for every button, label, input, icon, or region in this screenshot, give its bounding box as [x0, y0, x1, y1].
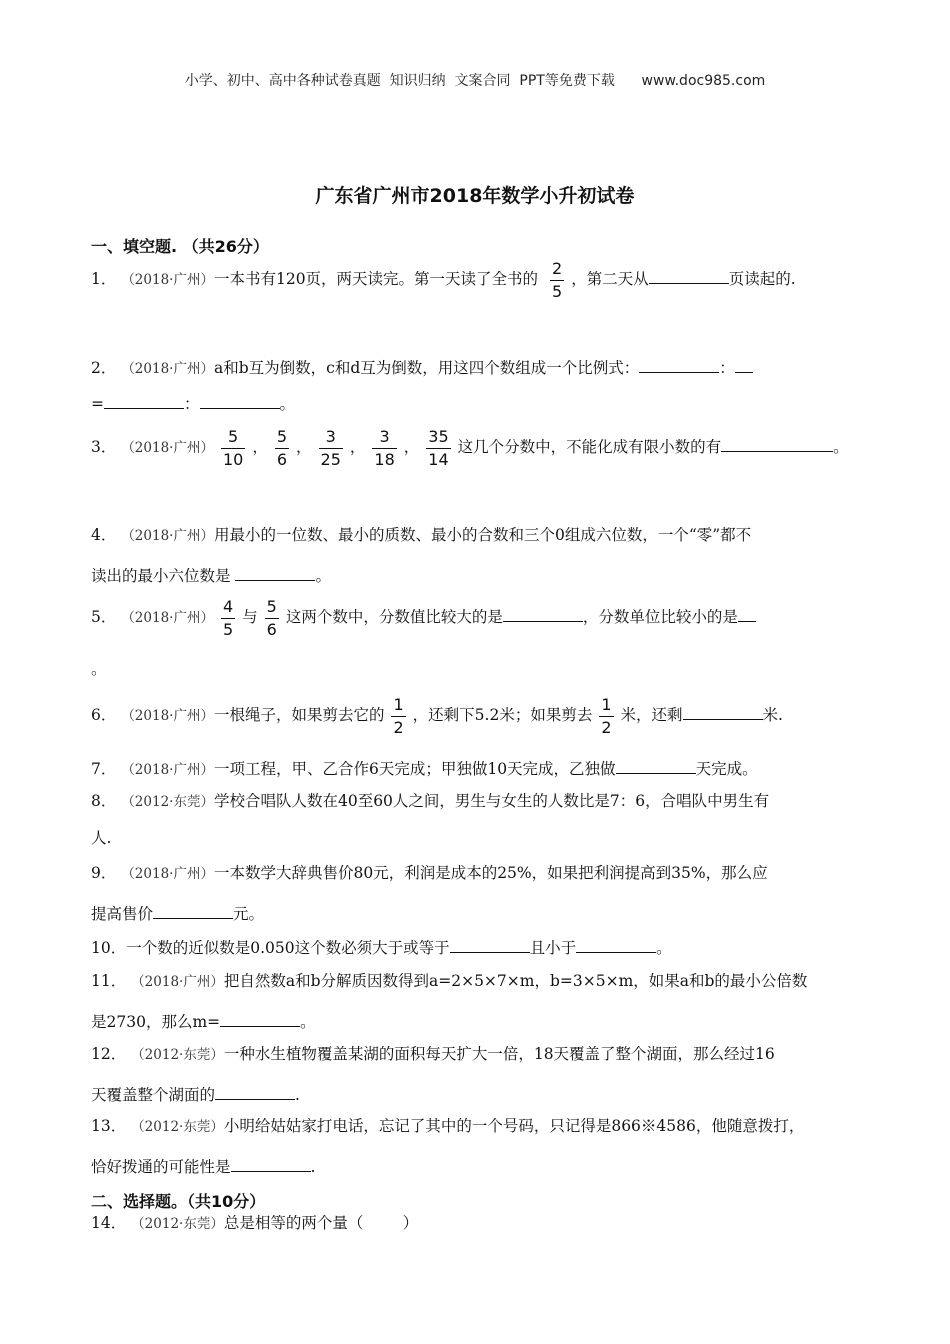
question-8-cont: 人.	[91, 829, 112, 847]
answer-blank[interactable]	[576, 938, 656, 953]
question-number: 6．	[91, 706, 117, 725]
fraction: $\frac{5}{6}$	[266, 597, 277, 639]
section-heading-choice: 二、选择题。（共10分）	[91, 1192, 266, 1211]
fraction: $\frac{5}{10}$	[222, 427, 244, 469]
question-text: 学校合唱队人数在40至60人之间，男生与女生的人数比是7：6，合唱队中男生有	[213, 792, 770, 810]
question-text: 用最小的一位数、最小的质数、最小的合数和三个0组成六位数，一个“零”都不	[213, 526, 752, 544]
answer-blank[interactable]	[616, 759, 696, 774]
question-13-cont: 恰好拨通的可能性是 .	[91, 1158, 316, 1176]
section-heading-fill-in: 一、填空题. （共26分）	[91, 237, 269, 256]
answer-blank[interactable]	[683, 705, 763, 720]
fraction: $\frac{35}{14}$	[428, 427, 449, 469]
fraction: $\frac{3}{18}$	[374, 427, 395, 469]
answer-blank[interactable]	[721, 437, 833, 452]
answer-blank[interactable]	[200, 394, 280, 409]
fraction: $\frac{2}{5}$	[552, 259, 563, 301]
page-header: 小学、初中、高中各种试卷真题 知识归纳 文案合同 PPT等免费下载 www.doc985.com	[184, 73, 766, 89]
question-source: （2018·广州）	[121, 528, 214, 544]
question-source: （2018·广州）	[121, 762, 214, 778]
question-number: 1．	[91, 270, 117, 289]
question-text: 一个数的近似数是0.050这个数必须大于或等于	[126, 939, 450, 957]
question-text: a和b互为倒数，c和d互为倒数，用这四个数组成一个比例式：	[213, 359, 640, 377]
question-number: 8．	[91, 792, 117, 810]
question-number: 7．	[91, 760, 117, 778]
question-number: 2．	[91, 359, 117, 377]
question-number: 4．	[91, 526, 117, 544]
question-number: 10．	[91, 939, 127, 957]
fraction: $\frac{1}{2}$	[393, 695, 404, 737]
question-source: （2018·广州）	[131, 974, 224, 990]
question-8	[91, 794, 769, 810]
question-source: （2012·东莞）	[131, 1047, 224, 1063]
question-source: （2018·广州）	[121, 708, 214, 725]
question-5-cont: 。	[91, 660, 107, 678]
answer-blank[interactable]	[104, 394, 184, 409]
question-2: 2． （2018·广州）a和b互为倒数，c和d互为倒数，用这四个数组成一个比例式： ：	[91, 358, 753, 377]
question-number: 12．	[91, 1045, 127, 1063]
question-11	[91, 974, 807, 990]
answer-blank[interactable]	[649, 269, 729, 284]
question-source: （2012·东莞）	[131, 1216, 224, 1232]
question-number: 9．	[91, 864, 117, 882]
question-source: （2012·东莞）	[121, 794, 214, 810]
answer-blank[interactable]	[220, 1012, 300, 1027]
question-source: （2012·东莞）	[131, 1119, 224, 1135]
question-3: 3． （2018·广州） $\frac{5}{10}$ ， $\frac{5}{6}$ ， $\frac{3}{25}$ ， $\frac{3}{18}$ ， $\frac{35}{14}$ 这几个分数中，不能化成有限小数的有 。	[91, 427, 849, 469]
question-source: （2018·广州）	[121, 440, 214, 457]
question-number: 5．	[91, 608, 117, 627]
page-title: 广东省广州市2018年数学小升初试卷	[315, 185, 635, 207]
question-source: （2018·广州）	[121, 361, 214, 377]
answer-blank[interactable]	[735, 358, 753, 373]
question-text: 小明给姑姑家打电话，忘记了其中的一个号码，只记得是866※4586，他随意拨打，	[223, 1117, 805, 1135]
question-11-cont: 是2730，那么m= 。	[91, 1013, 316, 1031]
question-text: 一项工程，甲、乙合作6天完成；甲独做10天完成，乙独做	[213, 760, 616, 778]
question-2-cont: = ： 。	[91, 395, 296, 413]
question-14	[91, 1216, 418, 1232]
answer-blank[interactable]	[235, 566, 315, 581]
question-1: 1． （2018·广州）一本书有120页，两天读完。第一天读了全书的 $\frac{2}{5}$ ，第二天从 页读起的.	[91, 259, 796, 301]
fraction: $\frac{3}{25}$	[320, 427, 341, 469]
question-number: 3．	[91, 438, 117, 457]
question-9	[91, 866, 768, 882]
question-text: 一根绳子，如果剪去它的	[213, 706, 385, 725]
question-10: 10．一个数的近似数是0.050这个数必须大于或等于 且小于 。	[91, 939, 672, 957]
question-13	[91, 1119, 804, 1135]
question-text: 这几个分数中，不能化成有限小数的有	[457, 438, 722, 457]
question-source: （2018·广州）	[121, 272, 214, 289]
question-text: 一本数学大辞典售价80元，利润是成本的25%，如果把利润提高到35%，那么应	[213, 864, 768, 882]
answer-blank[interactable]	[450, 938, 530, 953]
question-9-cont: 提高售价 元。	[91, 905, 265, 923]
question-text: 一种水生植物覆盖某湖的面积每天扩大一倍，18天覆盖了整个湖面，那么经过16	[223, 1045, 775, 1063]
question-6: 6． （2018·广州）一根绳子，如果剪去它的 $\frac{1}{2}$ ，还剩下5.2米；如果剪去 $\frac{1}{2}$ 米，还剩 米.	[91, 695, 783, 737]
answer-blank[interactable]	[215, 1085, 295, 1100]
answer-blank[interactable]	[639, 358, 719, 373]
answer-blank[interactable]	[738, 607, 756, 622]
question-4-cont: 读出的最小六位数是 。	[91, 567, 331, 585]
fraction: $\frac{4}{5}$	[222, 597, 234, 639]
question-12-cont: 天覆盖整个湖面的 .	[91, 1086, 300, 1104]
question-number: 14．	[91, 1214, 127, 1232]
question-7: 7． （2018·广州）一项工程，甲、乙合作6天完成；甲独做10天完成，乙独做 天完成。	[91, 760, 758, 778]
question-text: 总是相等的两个量（ ）	[223, 1214, 419, 1232]
answer-blank[interactable]	[231, 1157, 311, 1172]
answer-blank[interactable]	[503, 607, 583, 622]
question-5: 5． （2018·广州） $\frac{4}{5}$ 与 $\frac{5}{6}$ 这两个数中，分数值比较大的是 ，分数单位比较小的是	[91, 598, 756, 638]
question-number: 13．	[91, 1117, 127, 1135]
question-12	[91, 1047, 775, 1063]
question-text: 把自然数a和b分解质因数得到a=2×5×7×m，b=3×5×m，如果a和b的最小公倍数	[223, 972, 808, 990]
answer-blank[interactable]	[153, 904, 233, 919]
question-source: （2018·广州）	[121, 866, 214, 882]
fraction: $\frac{5}{6}$	[276, 427, 288, 469]
fraction: $\frac{1}{2}$	[601, 695, 612, 737]
question-number: 11．	[91, 972, 127, 990]
question-text: 一本书有120页，两天读完。第一天读了全书的	[213, 270, 539, 289]
question-source: （2018·广州）	[121, 610, 214, 627]
question-4	[91, 528, 751, 544]
